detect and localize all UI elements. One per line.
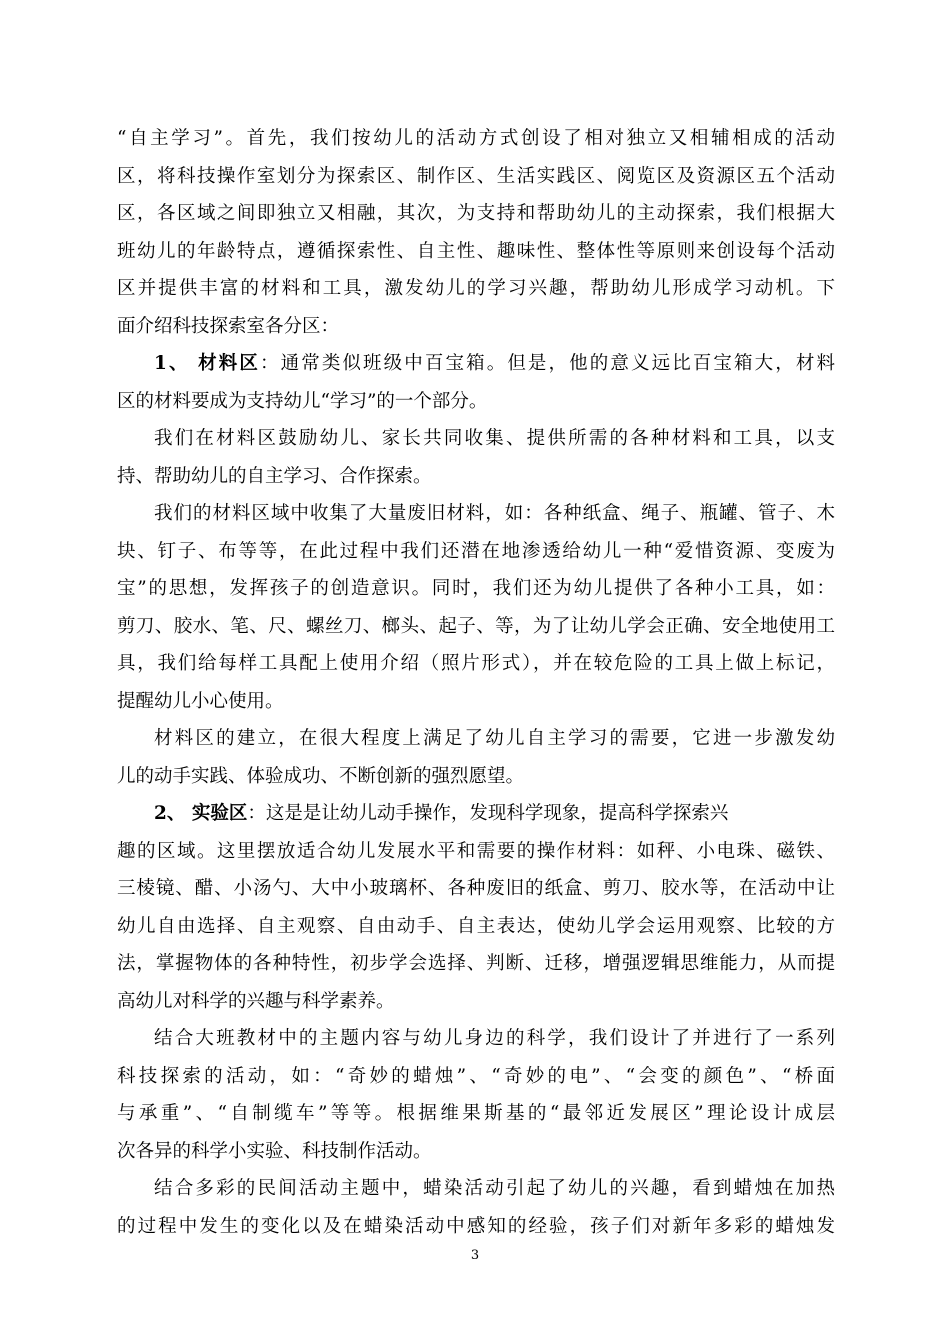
text-line: 结合大班教材中的主题内容与幼儿身边的科学，我们设计了并进行了一系列 (154, 1028, 835, 1049)
text-line: 科技探索的活动，如：“奇妙的蜡烛”、“奇妙的电”、“会变的颜色”、“桥面 (117, 1065, 835, 1087)
text-line: 次各异的科学小实验、科技制作活动。 (117, 1140, 432, 1162)
text-span: ：通常类似班级中百宝箱。但是，他的意义远比百宝箱大，材料 (259, 353, 835, 374)
text-line: 我们的材料区域中收集了大量废旧材料，如：各种纸盒、绳子、瓶罐、管子、木 (154, 503, 835, 524)
text-line: 班幼儿的年龄特点，遵循探索性、自主性、趣味性、整体性等原则来创设每个活动 (117, 240, 835, 262)
section-heading-experiment: 2、 实验区 (154, 803, 248, 824)
text-line: 区的材料要成为支持幼儿“学习”的一个部分。 (117, 390, 488, 412)
text-line: 区，各区域之间即独立又相融，其次，为支持和帮助幼儿的主动探索，我们根据大 (117, 203, 835, 224)
page-number: 3 (470, 1248, 480, 1263)
text-line: 宝”的思想，发挥孩子的创造意识。同时，我们还为幼儿提供了各种小工具，如： (117, 578, 835, 599)
text-line: 持、帮助幼儿的自主学习、合作探索。 (117, 465, 432, 487)
section-line (117, 345, 835, 383)
text-line: 与承重”、“自制缆车”等等。根据维果斯基的“最邻近发展区”理论设计成层 (117, 1103, 835, 1124)
text-line: 面介绍科技探索室各分区： (117, 315, 340, 337)
text-line: 幼儿自由选择、自主观察、自由动手、自主表达，使幼儿学会运用观察、比较的方 (117, 915, 835, 937)
text-line: 块、钉子、布等等，在此过程中我们还潜在地渗透给幼儿一种“爱惜资源、变废为 (117, 540, 835, 562)
text-line: 我们在材料区鼓励幼儿、家长共同收集、提供所需的各种材料和工具，以支 (154, 428, 835, 449)
text-line: 材料区的建立，在很大程度上满足了幼儿自主学习的需要，它进一步激发幼 (154, 728, 835, 749)
text-line: 提醒幼儿小心使用。 (117, 690, 284, 712)
text-line: 三棱镜、醋、小汤勺、大中小玻璃杯、各种废旧的纸盒、剪刀、胶水等，在活动中让 (117, 878, 835, 899)
section-line (117, 795, 835, 833)
text-line: “自主学习”。首先，我们按幼儿的活动方式创设了相对独立又相辅相成的活动 (117, 128, 835, 149)
section-heading-materials: 1、 材料区 (154, 353, 260, 374)
text-line: 趣的区域。这里摆放适合幼儿发展水平和需要的操作材料：如秤、小电珠、磁铁、 (117, 840, 835, 862)
text-line: 的过程中发生的变化以及在蜡染活动中感知的经验，孩子们对新年多彩的蜡烛发 (117, 1215, 835, 1237)
text-span: ：这是是让幼儿动手操作，发现科学现象，提高科学探索兴 (247, 803, 729, 824)
text-line: 结合多彩的民间活动主题中，蜡染活动引起了幼儿的兴趣，看到蜡烛在加热 (154, 1178, 835, 1199)
text-line: 具，我们给每样工具配上使用介绍（照片形式），并在较危险的工具上做上标记， (117, 653, 835, 674)
text-line: 剪刀、胶水、笔、尺、螺丝刀、榔头、起子、等，为了让幼儿学会正确、安全地使用工 (117, 615, 835, 637)
text-line: 区并提供丰富的材料和工具，激发幼儿的学习兴趣，帮助幼儿形成学习动机。下 (117, 278, 835, 299)
text-line: 区，将科技操作室划分为探索区、制作区、生活实践区、阅览区及资源区五个活动 (117, 165, 835, 187)
text-line: 法，掌握物体的各种特性，初步学会选择、判断、迁移，增强逻辑思维能力，从而提 (117, 953, 835, 974)
text-line: 儿的动手实践、体验成功、不断创新的强烈愿望。 (117, 765, 525, 787)
text-line: 高幼儿对科学的兴趣与科学素养。 (117, 990, 395, 1012)
document-body (117, 120, 835, 1245)
